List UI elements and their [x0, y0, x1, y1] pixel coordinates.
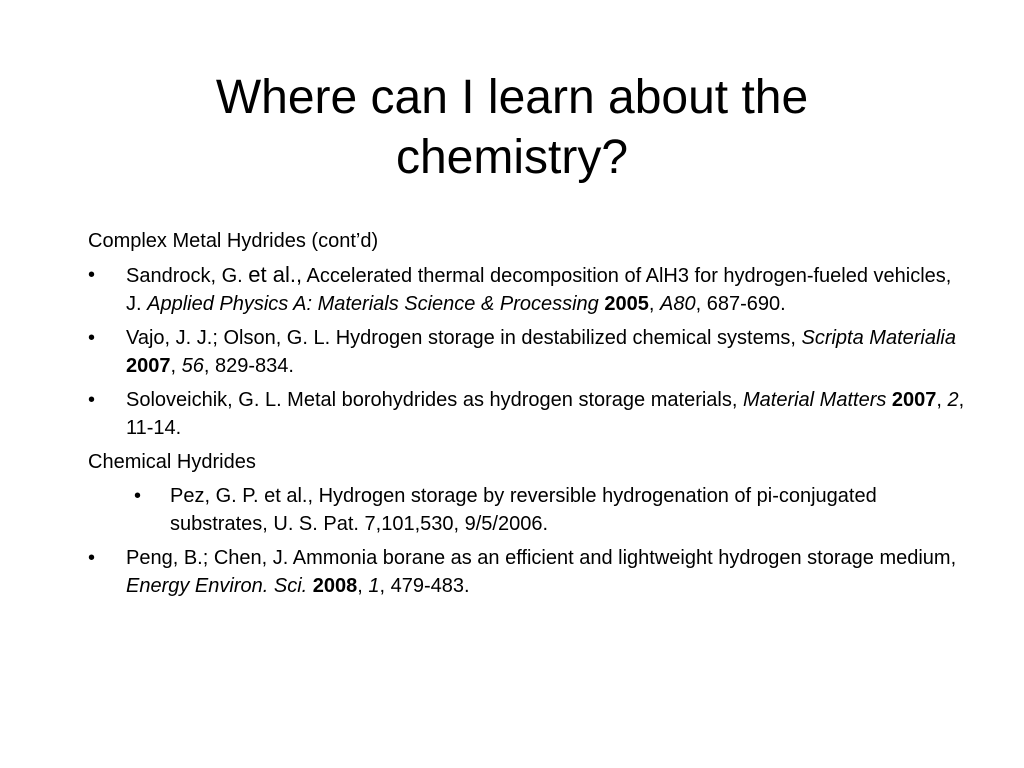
- reference-volume: A80: [660, 293, 696, 315]
- reference-etal: et al.,: [248, 262, 303, 287]
- reference-list-chemical-hydrides: [88, 544, 968, 600]
- reference-year: 2007: [126, 355, 171, 377]
- reference-text: Pez, G. P. et al., Hydrogen storage by reversible hydrogenation of pi-conjugated substrates, U. S. Pat. 7,101,530, 9/5/2006.: [170, 485, 877, 535]
- reference-year: 2008: [312, 575, 358, 597]
- reference-authors: Sandrock, G.: [126, 265, 249, 287]
- reference-text: Accelerated thermal decomposition of AlH3 for hydrogen-fueled vehicles, J.: [126, 265, 952, 315]
- reference-item-peng: [88, 544, 968, 600]
- reference-journal: Applied Physics A: Materials Science & Processing: [147, 293, 599, 315]
- reference-item-pez: [134, 482, 968, 538]
- reference-item-sandrock: [88, 261, 968, 318]
- reference-year: 2007: [891, 389, 937, 411]
- reference-separator: ,: [936, 389, 948, 411]
- reference-volume: 56: [181, 355, 204, 377]
- reference-journal: Energy Environ. Sci.: [126, 575, 308, 597]
- reference-pages: , 829-834.: [203, 355, 294, 377]
- reference-volume: 1: [368, 575, 380, 597]
- title-line-2: chemistry?: [395, 131, 629, 184]
- reference-pages: , 11-14.: [126, 389, 965, 439]
- reference-separator: ,: [170, 355, 182, 377]
- reference-journal: Scripta Materialia: [801, 327, 956, 349]
- reference-year: 2005: [604, 293, 649, 315]
- slide-title: [0, 68, 1024, 188]
- reference-text: Soloveichik, G. L. Metal borohydrides as hydrogen storage materials,: [126, 389, 743, 411]
- slide-content: [88, 227, 968, 606]
- reference-list-complex-metal-hydrides: [88, 261, 968, 442]
- reference-item-vajo: [88, 324, 968, 380]
- title-line-1: Where can I learn about the: [215, 71, 809, 124]
- reference-separator: ,: [648, 293, 660, 315]
- reference-volume: 2: [947, 389, 959, 411]
- reference-pages: , 479-483.: [379, 575, 470, 597]
- reference-text: Peng, B.; Chen, J. Ammonia borane as an efficient and lightweight hydrogen storage medium,: [126, 547, 957, 569]
- section-heading-complex-metal-hydrides: Complex Metal Hydrides (cont’d): [88, 230, 379, 252]
- reference-pages: , 687-690.: [695, 293, 786, 315]
- section-heading-chemical-hydrides: Chemical Hydrides: [88, 451, 256, 473]
- reference-journal: Material Matters: [742, 389, 887, 411]
- reference-item-soloveichik: [88, 386, 968, 442]
- reference-text: Vajo, J. J.; Olson, G. L. Hydrogen storage in destabilized chemical systems,: [126, 327, 802, 349]
- reference-list-chemical-hydrides-indented: [88, 482, 968, 538]
- reference-separator: ,: [357, 575, 369, 597]
